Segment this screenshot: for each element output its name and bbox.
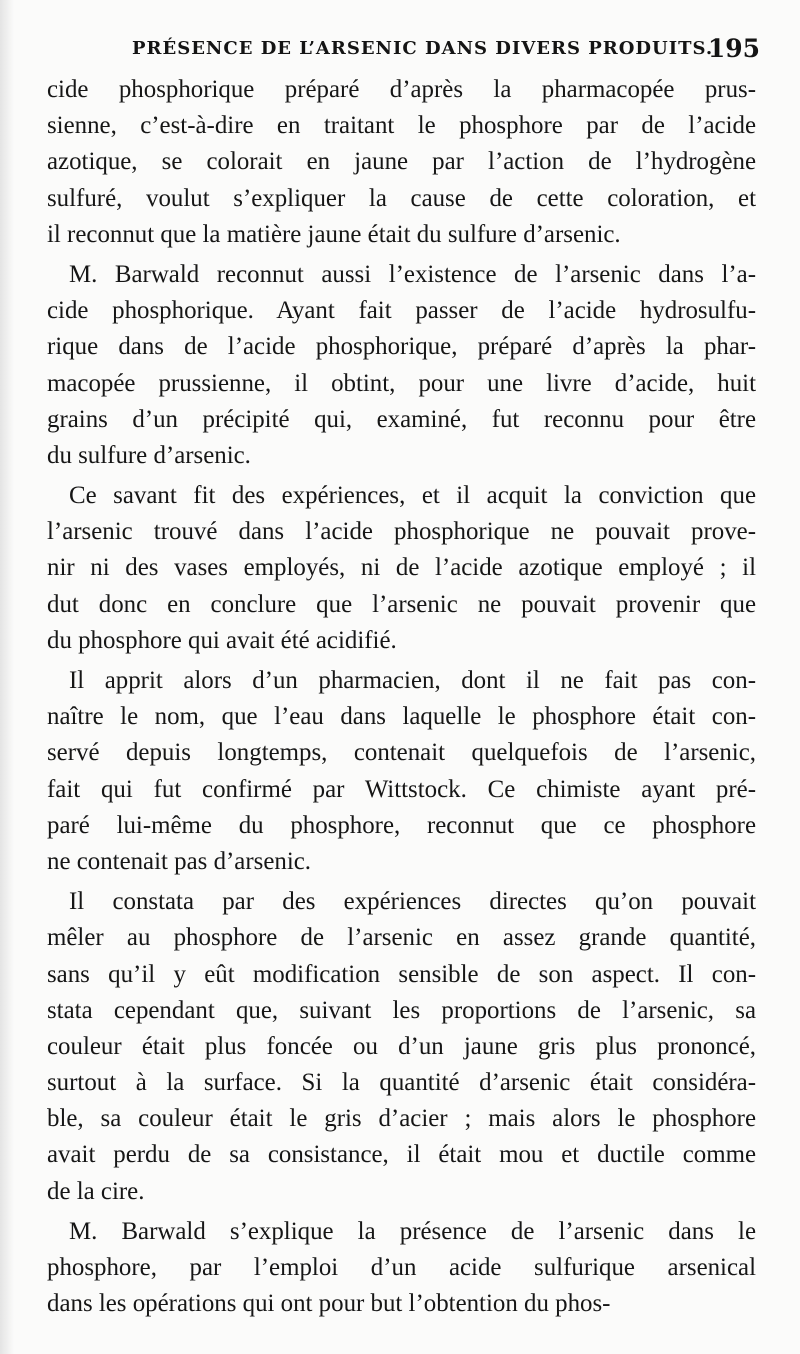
text-line: dans les opérations qui ont pour but l’obtention du phos- [47, 1290, 611, 1318]
text-line: paré lui-même du phosphore, reconnut que ce phosphore [47, 811, 756, 839]
text-line: du sulfure d’arsenic. [47, 441, 251, 469]
text-line: l’arsenic trouvé dans l’acide phosphorique ne pouvait prove- [47, 518, 756, 546]
text-line: ne contenait pas d’arsenic. [47, 847, 312, 875]
paragraph [47, 663, 756, 880]
text-line: M. Barwald reconnut aussi l’existence de l’arsenic dans l’a- [69, 260, 756, 288]
text-line: servé depuis longtemps, contenait quelquefois de l’arsenic, [47, 739, 756, 767]
text-line: Il apprit alors d’un pharmacien, dont il ne fait pas con- [69, 667, 756, 694]
text-line: cide phosphorique préparé d’après la pharmacopée prus- [47, 76, 756, 103]
text-line: grains d’un précipité qui, examiné, fut reconnu pour être [47, 405, 756, 433]
text-line: mêler au phosphore de l’arsenic en assez grande quantité, [47, 924, 756, 952]
text-line: ble, sa couleur était le gris d’acier ; mais alors le phosphore [47, 1105, 756, 1133]
text-line: du phosphore qui avait été acidifié. [47, 626, 397, 654]
text-line: dut donc en conclure que l’arsenic ne pouvait provenir que [47, 590, 756, 618]
text-line: avait perdu de sa consistance, il était mou et ductile comme [47, 1141, 756, 1169]
text-line: sans qu’il y eût modification sensible de son aspect. Il con- [47, 960, 756, 988]
body-text [47, 72, 756, 1326]
text-line: nir ni des vases employés, ni de l’acide azotique employé ; il [47, 554, 756, 582]
paragraph [47, 257, 756, 474]
text-line: fait qui fut confirmé par Wittstock. Ce chimiste ayant pré- [47, 775, 756, 803]
paragraph [47, 1214, 756, 1323]
text-line: M. Barwald s’explique la présence de l’arsenic dans le [69, 1217, 756, 1245]
text-line: surtout à la surface. Si la quantité d’arsenic était considéra- [47, 1069, 756, 1097]
text-line: sulfuré, voulut s’expliquer la cause de cette coloration, et [47, 184, 756, 212]
text-line: stata cependant que, suivant les proportions de l’arsenic, sa [47, 996, 756, 1024]
text-line: il reconnut que la matière jaune était du sulfure d’arsenic. [47, 220, 621, 248]
text-line: rique dans de l’acide phosphorique, préparé d’après la phar- [47, 333, 756, 361]
text-line: cide phosphorique. Ayant fait passer de l’acide hydrosulfu- [47, 297, 756, 325]
paragraph [47, 478, 756, 659]
text-line: Ce savant fit des expériences, et il acquit la conviction que [69, 482, 756, 510]
paragraph [47, 72, 756, 253]
running-head [48, 34, 760, 64]
text-line: Il constata par des expériences directes qu’on pouvait [69, 888, 756, 916]
text-line: couleur était plus foncée ou d’un jaune gris plus prononcé, [47, 1032, 756, 1060]
text-line: naître le nom, que l’eau dans laquelle le phosphore était con- [47, 703, 756, 731]
text-line: azotique, se colorait en jaune par l’action de l’hydrogène [47, 148, 756, 176]
text-line: de la cire. [47, 1177, 145, 1205]
text-line: phosphore, par l’emploi d’un acide sulfurique arsenical [47, 1254, 756, 1281]
running-title: PRÉSENCE DE L’ARSENIC DANS DIVERS PRODUITS. [132, 38, 714, 59]
page-number: 195 [707, 34, 760, 63]
paragraph [47, 884, 756, 1210]
text-line: macopée prussienne, il obtint, pour une livre d’acide, huit [47, 369, 756, 397]
page-edge-shadow [0, 0, 14, 1354]
text-line: sienne, c’est-à-dire en traitant le phosphore par de l’acide [47, 112, 756, 140]
